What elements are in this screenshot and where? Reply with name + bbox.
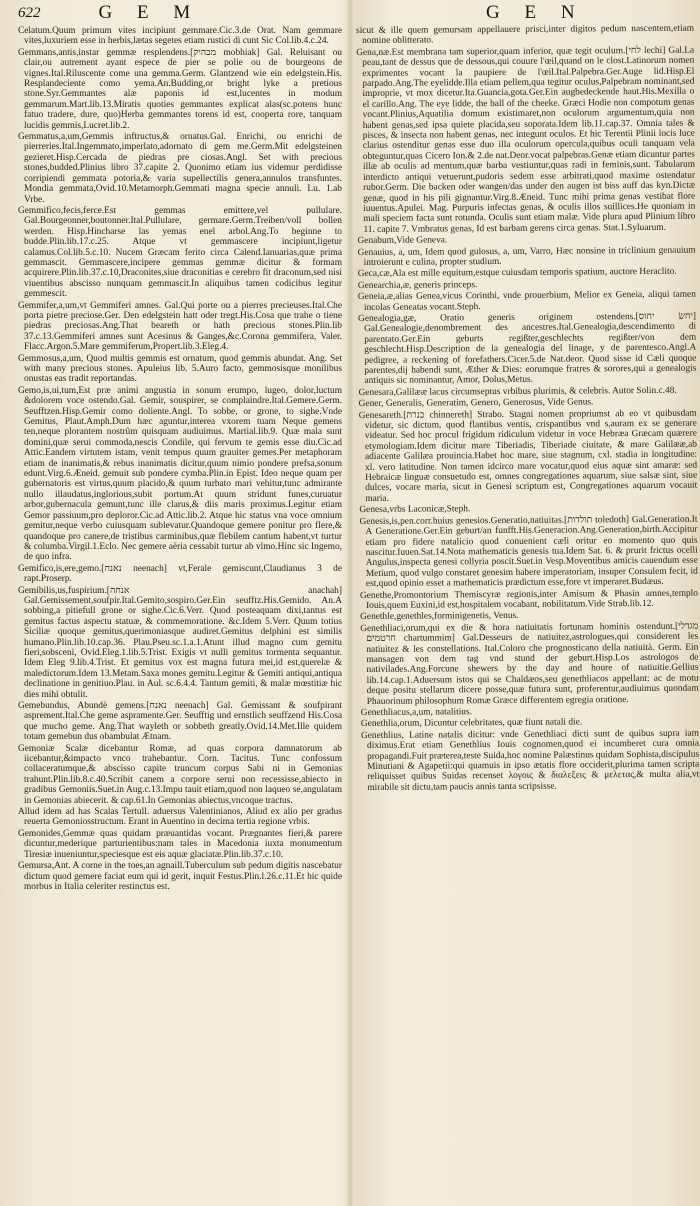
dictionary-entry: Gemibilis,us,fuspirium.[אנחה anachah] Gal.Gemissement,soufpir.Ital.Gemito,sospiro.Ger.Ein seufftz.His.Gemido. An.A sobbing,a pitiefull grone or sighe.Cic.6.Verr. Quod posteaquam dixi,tantus est gemitus factus aspectu statuæ, & commemoratione. &c.Idem 5.Verr. Quum totius Siciliæ quoque gemitus,querimoniasque audiret.Gemitus delphini est similis humano.Plin.lib.10.cap.36. Plau.Pseu.sc.1.a.1.Atunt illud magno cum gemitu fieri,sobsceni, Ovid.Eleg.1.lib.5.Trist. Exigis vt nulli gemitus tormenta sequantur. Idem Eleg 9.lib.4.Trist. Et gemitus vox est magna futura mei,id est,querelæ & maledictorum.Idem 13.Metam.Saxa mones gemitu.Legitur & Gemiti antiqui,antiqua declinatione in genitiuo.Plau. in Aul. sc.6.4.4. Tantum gemiti, & malæ mœstitiæ hic dies mihi obtulit. bbox=[18, 585, 342, 700]
book-gutter bbox=[346, 0, 354, 1206]
dictionary-entry: Gemmans,antis,instar gemmæ resplendens.[מבהיק mobhiak] Gal. Reluisant ou clair,ou autrement ayant espece de pier se polie ou de bourgeons de vignes.Ital.Riluscente come una gemma.Germ. Glantzend wie ein edelgstein.His. Resplandeciente como yema.An.Budding,or bright lyke a pretious stone.Syr.Gemmantes alæ paponis id est,lucentes in modum gemmarum.Mart.lib.13.Miratis quoties gemmantes explicat alas(sc.potens hunc fatuo tradere, dure, quo)Herba gemmantes torens id est, cooperta rore, tanquam lucidis gemmis,Lucret.lib.2. bbox=[18, 47, 342, 131]
dictionary-entry: Genesara,Galilææ lacus circumseptus vrbibus plurimis, & celebris. Autor Solin.c.48. bbox=[358, 385, 677, 398]
dictionary-entry: Genethliaci,orum,qui ex die & hora natiuitatis fortunam hominis ostendunt.[מגדלי חרטמים chartummim] Gal.Desseurs de natiuitez,astrologues,qui considerent les natiuitez & les constellations. Ital.Coloro che prognosticano della natiuità. Germ. Ein mansagen von dem tag vnd stund der geburt.Hisp.Los astrologos de nativilades.Ang.Forcune shewers by the day and houre of natiuitie.Gellius lib.14.cap.1.Aduersum istos qui se Chaldæos,seu genethliacos appellant: ac de motu deque positu stellarum dicere posse,quæ futura sunt, proferentur,audiuimus quondam Phauorinum philosophum Romæ Græce differentem egregia oratione. bbox=[360, 621, 699, 707]
dictionary-entry: Genethliacus,a,um, natalitius. bbox=[360, 707, 473, 718]
dictionary-entry: Geca,cæ,Ala est mille equitum,estque cuiusdam temporis spatium, auctore Heraclito. bbox=[357, 267, 677, 280]
dictionary-entry: Gemmifer,a,um,vt Gemmiferi amnes. Gal.Qui porte ou a pierres precieuses.Ital.Che porta pietre preciose.Ger. Den edelgstein hatt oder tregt.His.Cosa que trahe o tiene piedras preciosas.Ang.That beareth or hath precious stones.Plin.lib 37.c.13.Gemmiferi amnes sunt Acesinus & Ganges,&c.Corona gemmifera, Valer. Flacc.Argon.5.Mare gemmiferum,Propert.lib.3.Eleg.4. bbox=[18, 300, 342, 353]
page-number: 622 bbox=[18, 4, 41, 21]
dictionary-entry: Gemmifico,fecis,ferce.Est gemmas emittere,vel pullulare. Gal.Bourgeonner,boutonner.Ital.Pullulare, germare.Germ.Treiben/voll bollen werden. Hisp.Hincharse las yemas enel arbol.Ang.To beginne to budde.Plin.lib.17.c.25. Atque vt gemmascere incipiunt,ligetur calamus.Col.lib.5.c.10. Nucem Græcam ferito circa Calend.Ianuarias,quæ prima gemmascit. Gemmascere,incipere gemmas gemmæ dicitur & formam acquirere.Plin.lib.37.c.10,Draconites,siue draconitias e cerebro fit draconum,sed nisi viuentibus abscisso nunquam gemmascit.In aliquibus tamen codicibus legitur gemmescit. bbox=[18, 205, 342, 300]
left-header-word: G E M bbox=[98, 2, 201, 23]
dictionary-entry: Gemonides,Gemmæ quas quidam præuantidas vocant. Prægnantes fieri,& parere dicuntur,mederique parturientibus:nam tales in Macedonia iuxta monumentum Tiresiæ inueniuntur,speciesque est eis aquæ glaciatæ.Plin.lib.37.c.10. bbox=[18, 828, 342, 860]
dictionary-entry: Gemursa,Ant. A corne in the toes,an agnaill.Tuberculum sub pedum digitis nascebatur dictum quod gemere faciat eum qui id gerit, inquit Festus.Plin.l.26.c.11.Et hic quide morbus in Italia celeriter restinctus est. bbox=[18, 861, 342, 892]
dictionary-entry: Genealogia,gæ, Oratio generis originem ostendens.[יחשׂ יחוס] Gal.Genealogie,denombrement des ancestres.Ital.Genealogia,descendimento di parentato.Ger.Ein geburts regißter,geschlechts regißter/von dem geschlecht.Hisp.Description de la genealogia del linage, y de parentesco.Angl.A pedigree, a reckening of forefathers.Cicer.5.de Nat.deor. Quod sisse id Cæli quoque parentes,dij habendi sunt, Æther & Dies: eorumque fratres & sorores,qui a genealogis antiquis sic nominantur, Amor, Dolus,Metus. bbox=[358, 311, 697, 387]
dictionary-entry: Gena,næ.Est membrana tam superior,quam inferior, quæ tegit oculum.[לחי lechi] Gal.La peau,tant de dessus que de dessous,qui couure l'œil,quand on le clost.Latinorum nomen exprimentes vocant la paupiere de l'œil.Ital.Palpebra.Ger.Auge lid.Hisp.El parpado.Ang.The eyelidde.Illa etiam pellem,qua tegitur oculus,Palpebram nominant,sed improprie, vt mox dicetur.Ita.Guancia,gota.Ger.Ein augbedeckende haut.His.Mexilla o el carillo.Ang. The eye lidde, the ball of the cheeke. Græci Hodie non compotum genas vocant.Plinius,Aquatilia domum existimaret,non oculorum argumentum,quia non habent genas,sed ipsa quiete placida,seu soporata.Idem lib.11.cap.37. Omnia tales & pisces, & insecta non habent genas, nec integunt oculos. Et hic Terentii Plinii locis luce clarius ostenditur genas esse duo illa oculorum opercula,quibus oculi tanquam vela obteguntur,quas Cicero Ion.& 2.de nat.Deor.vocat palpebras.Genæ etiam dicuntur partes illæ ab oculis ad mentum,quæ barba vestiuntur,quas radi in feminis,sunt. Tabularum interdicto antiqui vetuerunt,pudoris sedem esse arbitrati,quod maxime ostendatur rubor.Germ. Die backen oder wangen/das under den augen ist biss auff das kyn.Dictæ genæ, quod in his pili gignantur.Virg.8.Æneid. Tunc mihi prima genas vestibat flore iuuentus.Apulei. Mag. Purpuris infectas genas, & oculis illos suillices.He quoniam in mali speciem facta sunt rotunda. Oculis sunt etiam malæ. Vide plura apud Plinium libro 11. capite 7. Vmbratus genas, Id est barbam gerens circa genas. Stat.1.Syluarum. bbox=[356, 45, 696, 235]
dictionary-entry: Gemifico,is,ere,gemo.[נאנח neenach] vt,Ferale gemiscunt,Claudianus 3 de rapt.Proserp. bbox=[18, 563, 342, 585]
dictionary-entry: Gemo,is,ui,tum,Est præ animi angustia in sonum erumpo, lugeo, dolor,luctum &dolorem voce ostendo.Gal. Gemir, souspirer, se complaindre.Ital.Gemere.Germ. Seufftzen.Hisp.Gemir como doliente.Angl. To sobbe, or grone, to sighe.Vnde Gemitus, Plaut.Amph.Dum hæc aguntur,interea vxorem tuam Neque gemens ten,neque plorantem nostrûm quisquam audiuimus. Martial.lib.9. Quæ mala sunt domini,quæ serui commoda,nescis Condile, qui fervum te gemis esse diu.Cic.ad Attic.Eandem virtutem istam, venit tempus quum grauiter gemes.Per metaphoram etiam de inanimatis,& rebus inanimatis dicitur,quum nimio pondere prefsa,sonum edunt.Virg.6.Æneid. gemuit sub pondere cymba.Plin.in Epist. Ideo neque quam per gubernatoris est virtus,quum placido,& quum turbato mari vehitur,tunc admirante nullo illaudatus,inglorious,subit portum.At quum stridunt funes,curuatur arbor,gubernacula gemunt,tunc ille clarus,& diis maris proximus.Legitur etiam Gemor passiuum,pro deploror.Cic.ad Attic.lib.2. Atque hic status vna voce omnium gemitur,neque verbo cuiusquam sublevatur.Quandoque gemere ponitur pro flere,& quandoque pro canere,de tristibus carminibus,quæ flebilem cantum habent,vt turtur & columba.Virgil.1.Eclo. Nec gemere aëria cessabit turtur ab vlmo.Hinc sic Ingemo, de quo infra. bbox=[18, 385, 342, 563]
dictionary-entry: Genauius, a, um, Idem quod gulosus, a, um, Varro, Hæc nonsine in triclinium genauium introierunt e culina, propter studium. bbox=[357, 245, 696, 268]
dictionary-entry: Genethlius, Latine natalis dicitur: vnde Genethliaci dicti sunt de quibus supra iam diximus.Erat etiam Genethlius Iouis cognomen,quod ei incumberet cura omnia propagandi.Fuit præterea,teste Suida,hoc nomine Palæstinus quidam Sophista,discipulus Minutiani & Agapetii:qui quamuis in ipso ætatis flore occiderit,plurima tamen scripta reliquisset quibus Suidas recenset λογοις & διαλεξεις & μελετας,& multa alia,vt mirabile sit dictu,tam paucis annis tanta scripsisse. bbox=[360, 728, 700, 793]
dictionary-entry: Allud idem ad has Scalas Tertull. aduersus Valentinianos, Aliud ex alio per gradus reuerta Gemoniosstructum. Erant in Auentino in decima tertia regione vrbis. bbox=[18, 807, 342, 828]
right-column bbox=[356, 24, 700, 1202]
dictionary-entry: Gemmatus,a,um,Gemmis inftructus,& ornatus.Gal. Enrichi, ou enrichi de pierreries.Ital.Ingemmato,imperlato,adornato di gem me.Germ.Mit edelgsteinen gezieret.Hisp.Cercada de piedras pre ciosas.Angl. Set with precious stones,budded.Plinius libro 37.capite 2. Quonimo etiam ius videmur perdidisse corripiendi gemmata potoria,& varia supellectilis genera,annulos transfuntes. Mondia gemmata,Ovid.10.Metamorph.Gemmati magna specie annuli. Lu. 1.ab Vrbe. bbox=[18, 132, 342, 205]
dictionary-entry: Geneia,æ,alias Genea,vicus Corinthi, vnde prouerbium, Melior ex Geneia, aliqui tamen incolas Geneatas vocant.Steph. bbox=[357, 289, 696, 313]
left-running-header bbox=[18, 0, 348, 26]
right-running-header bbox=[356, 0, 696, 26]
dictionary-entry: Gemmosus,a,um, Quod multis gemmis est ornatum, quod gemmis abundat. Ang. Set with many precious stones. Apuleius lib. 5.Auro facto, gemmosisque monilibus onustas eas tradit reportandas. bbox=[18, 353, 342, 385]
dictionary-entry: Genethe,Promontorium Themiscyræ regionis,inter Amisum & Phasin amnes,templo Iouis,quem Euxini,id est,hospitalem vocabant, nobilitatum.Vide Strab.lib.12. bbox=[359, 588, 699, 611]
dictionary-entry: Gemebundus, Abundè gemens.[נאנח neenach] Gal. Gemissant & soufpirant asprement.Ital.Che geme aspramente.Ger. Seufftig und ernstlich seuffzend His.Cosa que mucho geme. Ang.That wayleth or sobbeth greatly.Ovid.14.Met.Ille quidem totam gemebun dus obambulat Ætnam. bbox=[18, 701, 342, 743]
dictionary-entry: Gener, Generalis, Generatim, Genero, Generosus, Vide Genus. bbox=[358, 397, 594, 410]
dictionary-entry: Genethle,genethles,forminigenetis, Venus. bbox=[360, 611, 519, 623]
dictionary-entry: Genesa,vrbs Laconicæ,Steph. bbox=[359, 504, 471, 516]
dictionary-entry: Genabum,Vide Geneva. bbox=[357, 235, 448, 247]
dictionary-entry: Celatum.Quum primum vites incipiunt gemmare.Cic.3.de Orat. Nam gemmare vites,luxuriem esse in herbis,lætas segetes etiam rustici di cunt Sic Col.lib.4.c.24. bbox=[18, 26, 342, 47]
dictionary-entry: Genesareth.[כנרת chinnereth] Strabo. Stagni nomen propriumst ab eo vt quibusdam videtur, sic dictum, quod flantibus ventis, crispantibus vnd s,auram ex se generare videatur. Sed hoc procul frigidum ridiculum videtur in voce Hebræa Græcam quærere etymologiam.Idem dicitur mare Tiberiadis, Tiberiade ciuitate, & mare Galilææ,ab adiacente Galilæa prouincia.Habet hoc mare, siue stagnum, cxl. stadia in longitudine: xl. vero latitudine. Non tamen idcirco mare vocatur,quod eius aquæ sint amaræ: sed Hebraicæ linguæ consuetudo est, omnes congregationes aquarum, siue salsæ sint, siue dulces, vocare maria, sicut in Genesi scriptum est, Congregationes aquarum vocauit maria. bbox=[358, 408, 698, 504]
dictionary-entry: sicut & ille quem gemursam appellauere prisci,inter digitos pedum nascentem,etiam nomine oblitterato. bbox=[356, 23, 695, 47]
dictionary-entry: Gemoniæ Scalæ dicebantur Romæ, ad quas corpora damnatorum ab iicebantur,&impacto vnco trahebantur. Corn. Tacitus. Tunc confossum collaceratumque,& abscisso capite truncum corpus Sabi ni in Gemonias trahunt.Plin.lib.8.c.40.Scribit canem a corpore serui non recessisse,abiecto in gradibus Gemoniis.Suet.in Aug.c.13.Impu tauit etiam,quod non laqueo se,angulatam in Gemonias abiecerit. & cap.61.In Gemonias abiectus,vncoque tractus. bbox=[18, 743, 342, 806]
dictionary-entry: Genesis,is,pen.corr.huius genesios.Generatio,natiuitas.[תולדות toledoth] Gal.Generation.It A Generatione.Ger.Ein geburt/an funfft.His.Generacion.Ang.Generation,birth.Accipitur etiam pro fidere natalicio quod conuenient cæli oritur eo momento quo quis nascitur.Iuuen.Sat.14.Nota mathematicis genesis tua.Idem Sat. 6. & prurit frictus ocelli Angulus,inspecta genesi collyria poscit.Suet.in Vesp.Moventibus amicis cauendum esse Metium, quod vulgo constaret genesim habere imperatoriam, insuper Consulem fecit, id est,quod opinio esset a mathematicis prædictum esse,fore vt imperaret.Budæus. bbox=[359, 514, 698, 590]
dictionary-entry: Genethlia,orum, Dicuntur celebritates, quæ fiunt natali die. bbox=[360, 717, 583, 730]
left-column bbox=[18, 26, 342, 1202]
dictionary-entry: Genearchia,æ, generis princeps. bbox=[357, 279, 478, 291]
right-header-word: G E N bbox=[486, 2, 585, 23]
